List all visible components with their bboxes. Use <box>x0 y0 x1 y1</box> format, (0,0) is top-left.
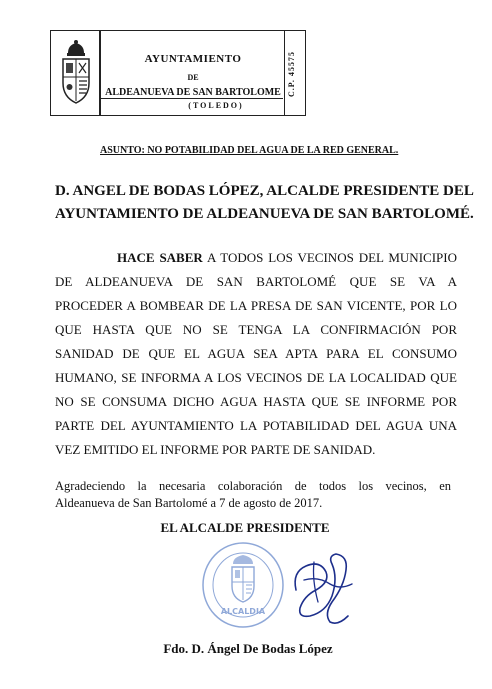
body-paragraph <box>55 246 457 462</box>
heading-line-2: AYUNTAMIENTO DE ALDEANUEVA DE SAN BARTOLOMÉ. <box>55 206 474 222</box>
body-line-7: NO SE CONSUMA DICHO AGUA HASTA QUE SE INFORME POR <box>55 394 457 409</box>
coat-of-arms-icon <box>59 39 93 109</box>
body-line-5: SANIDAD DE QUE EL AGUA SEA APTA PARA EL CONSUMO <box>55 346 457 361</box>
stamp-rule <box>99 98 283 99</box>
postal-code: C.P. 45575 <box>287 51 296 97</box>
body-line-9: VEZ EMITIDO EL INFORME POR PARTE DE SANIDAD. <box>55 442 376 457</box>
body-line-6: HUMANO, SE INFORMA A LOS VECINOS DE LA LOCALIDAD QUE <box>55 370 457 385</box>
body-line-1-rest: A TODOS LOS VECINOS DEL MUNICIPIO <box>206 250 457 265</box>
thanks-paragraph <box>55 478 451 512</box>
signed-name: Fdo. D. Ángel De Bodas López <box>163 641 333 656</box>
stamp-divider <box>99 31 101 115</box>
letterhead-province: (TOLEDO) <box>188 101 244 110</box>
heading <box>55 180 474 226</box>
body-line-8: PARTE DEL AYUNTAMIENTO LA POTABILIDAD DEL AGUA UNA <box>55 418 457 433</box>
seal-text: ALCALDIA <box>220 607 266 616</box>
thanks-line-2: Aldeanueva de San Bartolomé a 7 de agosto de 2017. <box>55 496 323 510</box>
letterhead-stamp <box>50 30 306 116</box>
letterhead-line-1: AYUNTAMIENTO <box>144 53 242 65</box>
letterhead-line-2: DE <box>187 73 199 82</box>
body-line-3: PROCEDER A BOMBEAR DE LA PRESA DE SAN VICENTE, POR LO <box>55 298 457 313</box>
stamp-divider-right <box>284 31 286 115</box>
handwritten-signature <box>286 550 358 628</box>
body-line-2: DE ALDEANUEVA DE SAN BARTOLOMÉ QUE SE VA A <box>55 274 457 289</box>
thanks-line-1: Agradeciendo la necesaria colaboración de todos los vecinos, en <box>55 479 451 493</box>
heading-line-1: D. ANGEL DE BODAS LÓPEZ, ALCALDE PRESIDENTE DEL <box>55 183 474 199</box>
official-seal-icon <box>200 540 286 630</box>
letterhead-line-3: ALDEANUEVA DE SAN BARTOLOME <box>105 87 281 98</box>
body-line-4: QUE HASTA QUE NO SE TENGA LA CONFIRMACIÓN POR <box>55 322 457 337</box>
body-lead: HACE SABER <box>117 250 203 265</box>
body-line-1 <box>55 246 457 270</box>
subject-line: ASUNTO: NO POTABILIDAD DEL AGUA DE LA RED GENERAL. <box>100 145 399 156</box>
signer-title: EL ALCALDE PRESIDENTE <box>160 520 330 535</box>
